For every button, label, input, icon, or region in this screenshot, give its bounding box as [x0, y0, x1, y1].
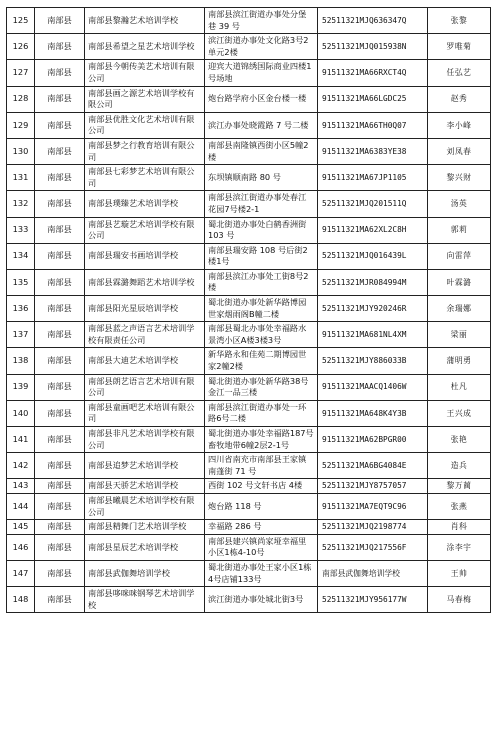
legal-representative: 马春梅 — [428, 587, 491, 613]
institution-address: 南部县南隆镇西街小区5幢2楼 — [205, 138, 318, 164]
legal-representative: 叶霖潞 — [428, 269, 491, 295]
row-number: 137 — [7, 322, 35, 348]
table-row — [7, 400, 491, 426]
table-row — [7, 453, 491, 479]
row-number: 130 — [7, 138, 35, 164]
credit-code: 52511321MJY8757057 — [318, 479, 428, 494]
credit-code: 52511321MJY920246R — [318, 296, 428, 322]
institution-address: 蜀北街道办事处新华路博园世家烟雨阁B幢二楼 — [205, 296, 318, 322]
credit-code: 52511321MA6BG4084E — [318, 453, 428, 479]
institution-name: 南部县蓝之声语言艺术培训学校有限责任公司 — [85, 322, 205, 348]
legal-representative: 蒲明勇 — [428, 348, 491, 374]
institution-address: 迎宾大道锦绣国际商业四楼1号场地 — [205, 60, 318, 86]
credit-code: 52511321MJQ2198774 — [318, 520, 428, 535]
institution-name: 南部县非凡艺术培训学校有限公司 — [85, 427, 205, 453]
county-cell: 南部县 — [35, 587, 85, 613]
institution-name: 南部县黎瀚艺术培训学校 — [85, 8, 205, 34]
county-cell: 南部县 — [35, 34, 85, 60]
legal-representative: 张艳 — [428, 427, 491, 453]
table-row — [7, 8, 491, 34]
credit-code: 52511321MJY956177W — [318, 587, 428, 613]
institution-name: 南部县希望之星艺术培训学校 — [85, 34, 205, 60]
row-number: 132 — [7, 191, 35, 217]
row-number: 138 — [7, 348, 35, 374]
county-cell: 南部县 — [35, 400, 85, 426]
credit-code: 91511321MA7EQT9C96 — [318, 493, 428, 519]
institution-address: 西街 102 号文轩书店 4楼 — [205, 479, 318, 494]
table-row — [7, 138, 491, 164]
table-row — [7, 520, 491, 535]
institution-address: 滨江街道办事处城北街3号 — [205, 587, 318, 613]
legal-representative: 余瑞娜 — [428, 296, 491, 322]
credit-code: 52511321MJQ015938N — [318, 34, 428, 60]
credit-code: 91511321MA62BPGR00 — [318, 427, 428, 453]
institution-address: 南部县建兴镇尚家垭幸福里小区1栋4-10号 — [205, 534, 318, 560]
legal-representative: 杜凡 — [428, 374, 491, 400]
county-cell: 南部县 — [35, 427, 85, 453]
credit-code: 91511321MA62XL2C8H — [318, 217, 428, 243]
table-row — [7, 560, 491, 586]
credit-code: 91511321MA67JP1105 — [318, 165, 428, 191]
credit-code: 南部县武伽舞培训学校 — [318, 560, 428, 586]
table-row — [7, 243, 491, 269]
county-cell: 南部县 — [35, 243, 85, 269]
institution-address: 蜀北街道办事处王家小区1栋4号店铺133号 — [205, 560, 318, 586]
county-cell: 南部县 — [35, 348, 85, 374]
county-cell: 南部县 — [35, 165, 85, 191]
credit-code: 91511321MA681NL4XM — [318, 322, 428, 348]
institution-name: 南部县精舞门艺术培训学校 — [85, 520, 205, 535]
table-row — [7, 112, 491, 138]
institution-address: 南部县滨江街道办事处分堡巷 39 号 — [205, 8, 318, 34]
institution-name: 南部县天骄艺术培训学校 — [85, 479, 205, 494]
institution-address: 南部县蜀北办事处幸福路水景湾小区A楼3楼3号 — [205, 322, 318, 348]
legal-representative: 向雷萍 — [428, 243, 491, 269]
county-cell: 南部县 — [35, 8, 85, 34]
credit-code: 91511321MAACQ1406W — [318, 374, 428, 400]
institution-address: 滨江办事处晓霞路 7 号二楼 — [205, 112, 318, 138]
county-cell: 南部县 — [35, 520, 85, 535]
county-cell: 南部县 — [35, 296, 85, 322]
row-number: 125 — [7, 8, 35, 34]
institution-name: 南部县画之源艺术培训学校有限公司 — [85, 86, 205, 112]
institution-name: 南部县梦之行教育培训有限公司 — [85, 138, 205, 164]
institution-address: 南部县滨江街道办事处一环路6号二楼 — [205, 400, 318, 426]
legal-representative: 刘凤春 — [428, 138, 491, 164]
row-number: 134 — [7, 243, 35, 269]
institution-name: 南部县追梦艺术培训学校 — [85, 453, 205, 479]
county-cell: 南部县 — [35, 374, 85, 400]
county-cell: 南部县 — [35, 453, 85, 479]
registry-rows — [7, 8, 491, 613]
institution-address: 炮台路 118 号 — [205, 493, 318, 519]
institution-address: 四川省南充市南部县王家镇南蓬街 71 号 — [205, 453, 318, 479]
institution-name: 南部县阳光星辰培训学校 — [85, 296, 205, 322]
credit-code: 52511321MJQ217556F — [318, 534, 428, 560]
table-row — [7, 534, 491, 560]
institution-address: 南部县滨江街道办事处春江花园7号楼2-1 — [205, 191, 318, 217]
county-cell: 南部县 — [35, 269, 85, 295]
county-cell: 南部县 — [35, 112, 85, 138]
institution-name: 南部县童画吧艺术培训有限公司 — [85, 400, 205, 426]
credit-code: 52511321MJR084994M — [318, 269, 428, 295]
table-row — [7, 322, 491, 348]
legal-representative: 涂李宇 — [428, 534, 491, 560]
county-cell: 南部县 — [35, 322, 85, 348]
county-cell: 南部县 — [35, 479, 85, 494]
institution-address: 新华路永和佳苑二期博园世家2幢2楼 — [205, 348, 318, 374]
credit-code: 52511321MJQ201511Q — [318, 191, 428, 217]
legal-representative: 张燕 — [428, 493, 491, 519]
credit-code: 91511321MA66LGDC25 — [318, 86, 428, 112]
table-row — [7, 493, 491, 519]
county-cell: 南部县 — [35, 191, 85, 217]
institution-address: 蜀北街道办事处幸福路187号畜牧地带6幢2层2-1号 — [205, 427, 318, 453]
institution-name: 南部县瑞安书画培训学校 — [85, 243, 205, 269]
county-cell: 南部县 — [35, 86, 85, 112]
county-cell: 南部县 — [35, 534, 85, 560]
table-row — [7, 269, 491, 295]
table-row — [7, 165, 491, 191]
legal-representative: 王兴成 — [428, 400, 491, 426]
county-cell: 南部县 — [35, 493, 85, 519]
registry-table — [6, 7, 491, 613]
row-number: 128 — [7, 86, 35, 112]
institution-name: 南部县今朝传美艺术培训有限公司 — [85, 60, 205, 86]
institution-address: 幸福路 286 号 — [205, 520, 318, 535]
table-row — [7, 34, 491, 60]
legal-representative: 造兵 — [428, 453, 491, 479]
institution-name: 南部县星辰艺术培训学校 — [85, 534, 205, 560]
legal-representative: 张黎 — [428, 8, 491, 34]
legal-representative: 郭莉 — [428, 217, 491, 243]
credit-code: 52511321MJY886033B — [318, 348, 428, 374]
legal-representative: 肖科 — [428, 520, 491, 535]
table-row — [7, 374, 491, 400]
table-row — [7, 191, 491, 217]
row-number: 142 — [7, 453, 35, 479]
institution-name: 南部县朗艺语言艺术培训有限公司 — [85, 374, 205, 400]
institution-address: 滨江街道办事处文化路3号2单元2楼 — [205, 34, 318, 60]
institution-name: 南部县哆咪咪钢琴艺术培训学校 — [85, 587, 205, 613]
credit-code: 52511321MJQ636347Q — [318, 8, 428, 34]
row-number: 131 — [7, 165, 35, 191]
legal-representative: 黎兴财 — [428, 165, 491, 191]
legal-representative: 李小峰 — [428, 112, 491, 138]
table-row — [7, 296, 491, 322]
institution-address: 南部县滨江办事处工街8号2楼 — [205, 269, 318, 295]
legal-representative: 任弘艺 — [428, 60, 491, 86]
institution-address: 南部县瑞安路 108 号后街2楼1号 — [205, 243, 318, 269]
row-number: 148 — [7, 587, 35, 613]
table-row — [7, 479, 491, 494]
credit-code: 91511321MA6383YE38 — [318, 138, 428, 164]
legal-representative: 罗唯菊 — [428, 34, 491, 60]
row-number: 127 — [7, 60, 35, 86]
row-number: 133 — [7, 217, 35, 243]
institution-name: 南部县曦晨艺术培训学校有限公司 — [85, 493, 205, 519]
legal-representative: 赵秀 — [428, 86, 491, 112]
credit-code: 91511321MA648K4Y3B — [318, 400, 428, 426]
row-number: 147 — [7, 560, 35, 586]
row-number: 143 — [7, 479, 35, 494]
county-cell: 南部县 — [35, 217, 85, 243]
institution-name: 南部县武伽舞培训学校 — [85, 560, 205, 586]
row-number: 135 — [7, 269, 35, 295]
institution-address: 炮台路学府小区金台楼一楼 — [205, 86, 318, 112]
institution-name: 南部县优胜文化艺术培训有限公司 — [85, 112, 205, 138]
row-number: 141 — [7, 427, 35, 453]
table-row — [7, 587, 491, 613]
table-row — [7, 348, 491, 374]
row-number: 140 — [7, 400, 35, 426]
institution-name: 南部县艺璇艺术培训学校有限公司 — [85, 217, 205, 243]
institution-name: 南部县霖潞舞蹈艺术培训学校 — [85, 269, 205, 295]
county-cell: 南部县 — [35, 560, 85, 586]
institution-name: 南部县七彩梦艺术培训有限公司 — [85, 165, 205, 191]
county-cell: 南部县 — [35, 60, 85, 86]
county-cell: 南部县 — [35, 138, 85, 164]
legal-representative: 梁丽 — [428, 322, 491, 348]
institution-address: 蜀北街道办事处新华路38号金江一品三楼 — [205, 374, 318, 400]
row-number: 145 — [7, 520, 35, 535]
institution-name: 南部县大迪艺术培训学校 — [85, 348, 205, 374]
legal-representative: 王帅 — [428, 560, 491, 586]
row-number: 136 — [7, 296, 35, 322]
row-number: 146 — [7, 534, 35, 560]
row-number: 139 — [7, 374, 35, 400]
table-row — [7, 427, 491, 453]
row-number: 129 — [7, 112, 35, 138]
row-number: 144 — [7, 493, 35, 519]
credit-code: 91511321MA66RXCT4Q — [318, 60, 428, 86]
legal-representative: 汤英 — [428, 191, 491, 217]
table-row — [7, 217, 491, 243]
row-number: 126 — [7, 34, 35, 60]
credit-code: 91511321MA66TH0Q07 — [318, 112, 428, 138]
credit-code: 52511321MJQ016439L — [318, 243, 428, 269]
institution-address: 东坝镇顺南路 80 号 — [205, 165, 318, 191]
legal-representative: 黎万蔺 — [428, 479, 491, 494]
institution-name: 南部县璞臻艺术培训学校 — [85, 191, 205, 217]
table-row — [7, 60, 491, 86]
table-row — [7, 86, 491, 112]
institution-address: 蜀北街道办事处白鹤香洲街 103 号 — [205, 217, 318, 243]
